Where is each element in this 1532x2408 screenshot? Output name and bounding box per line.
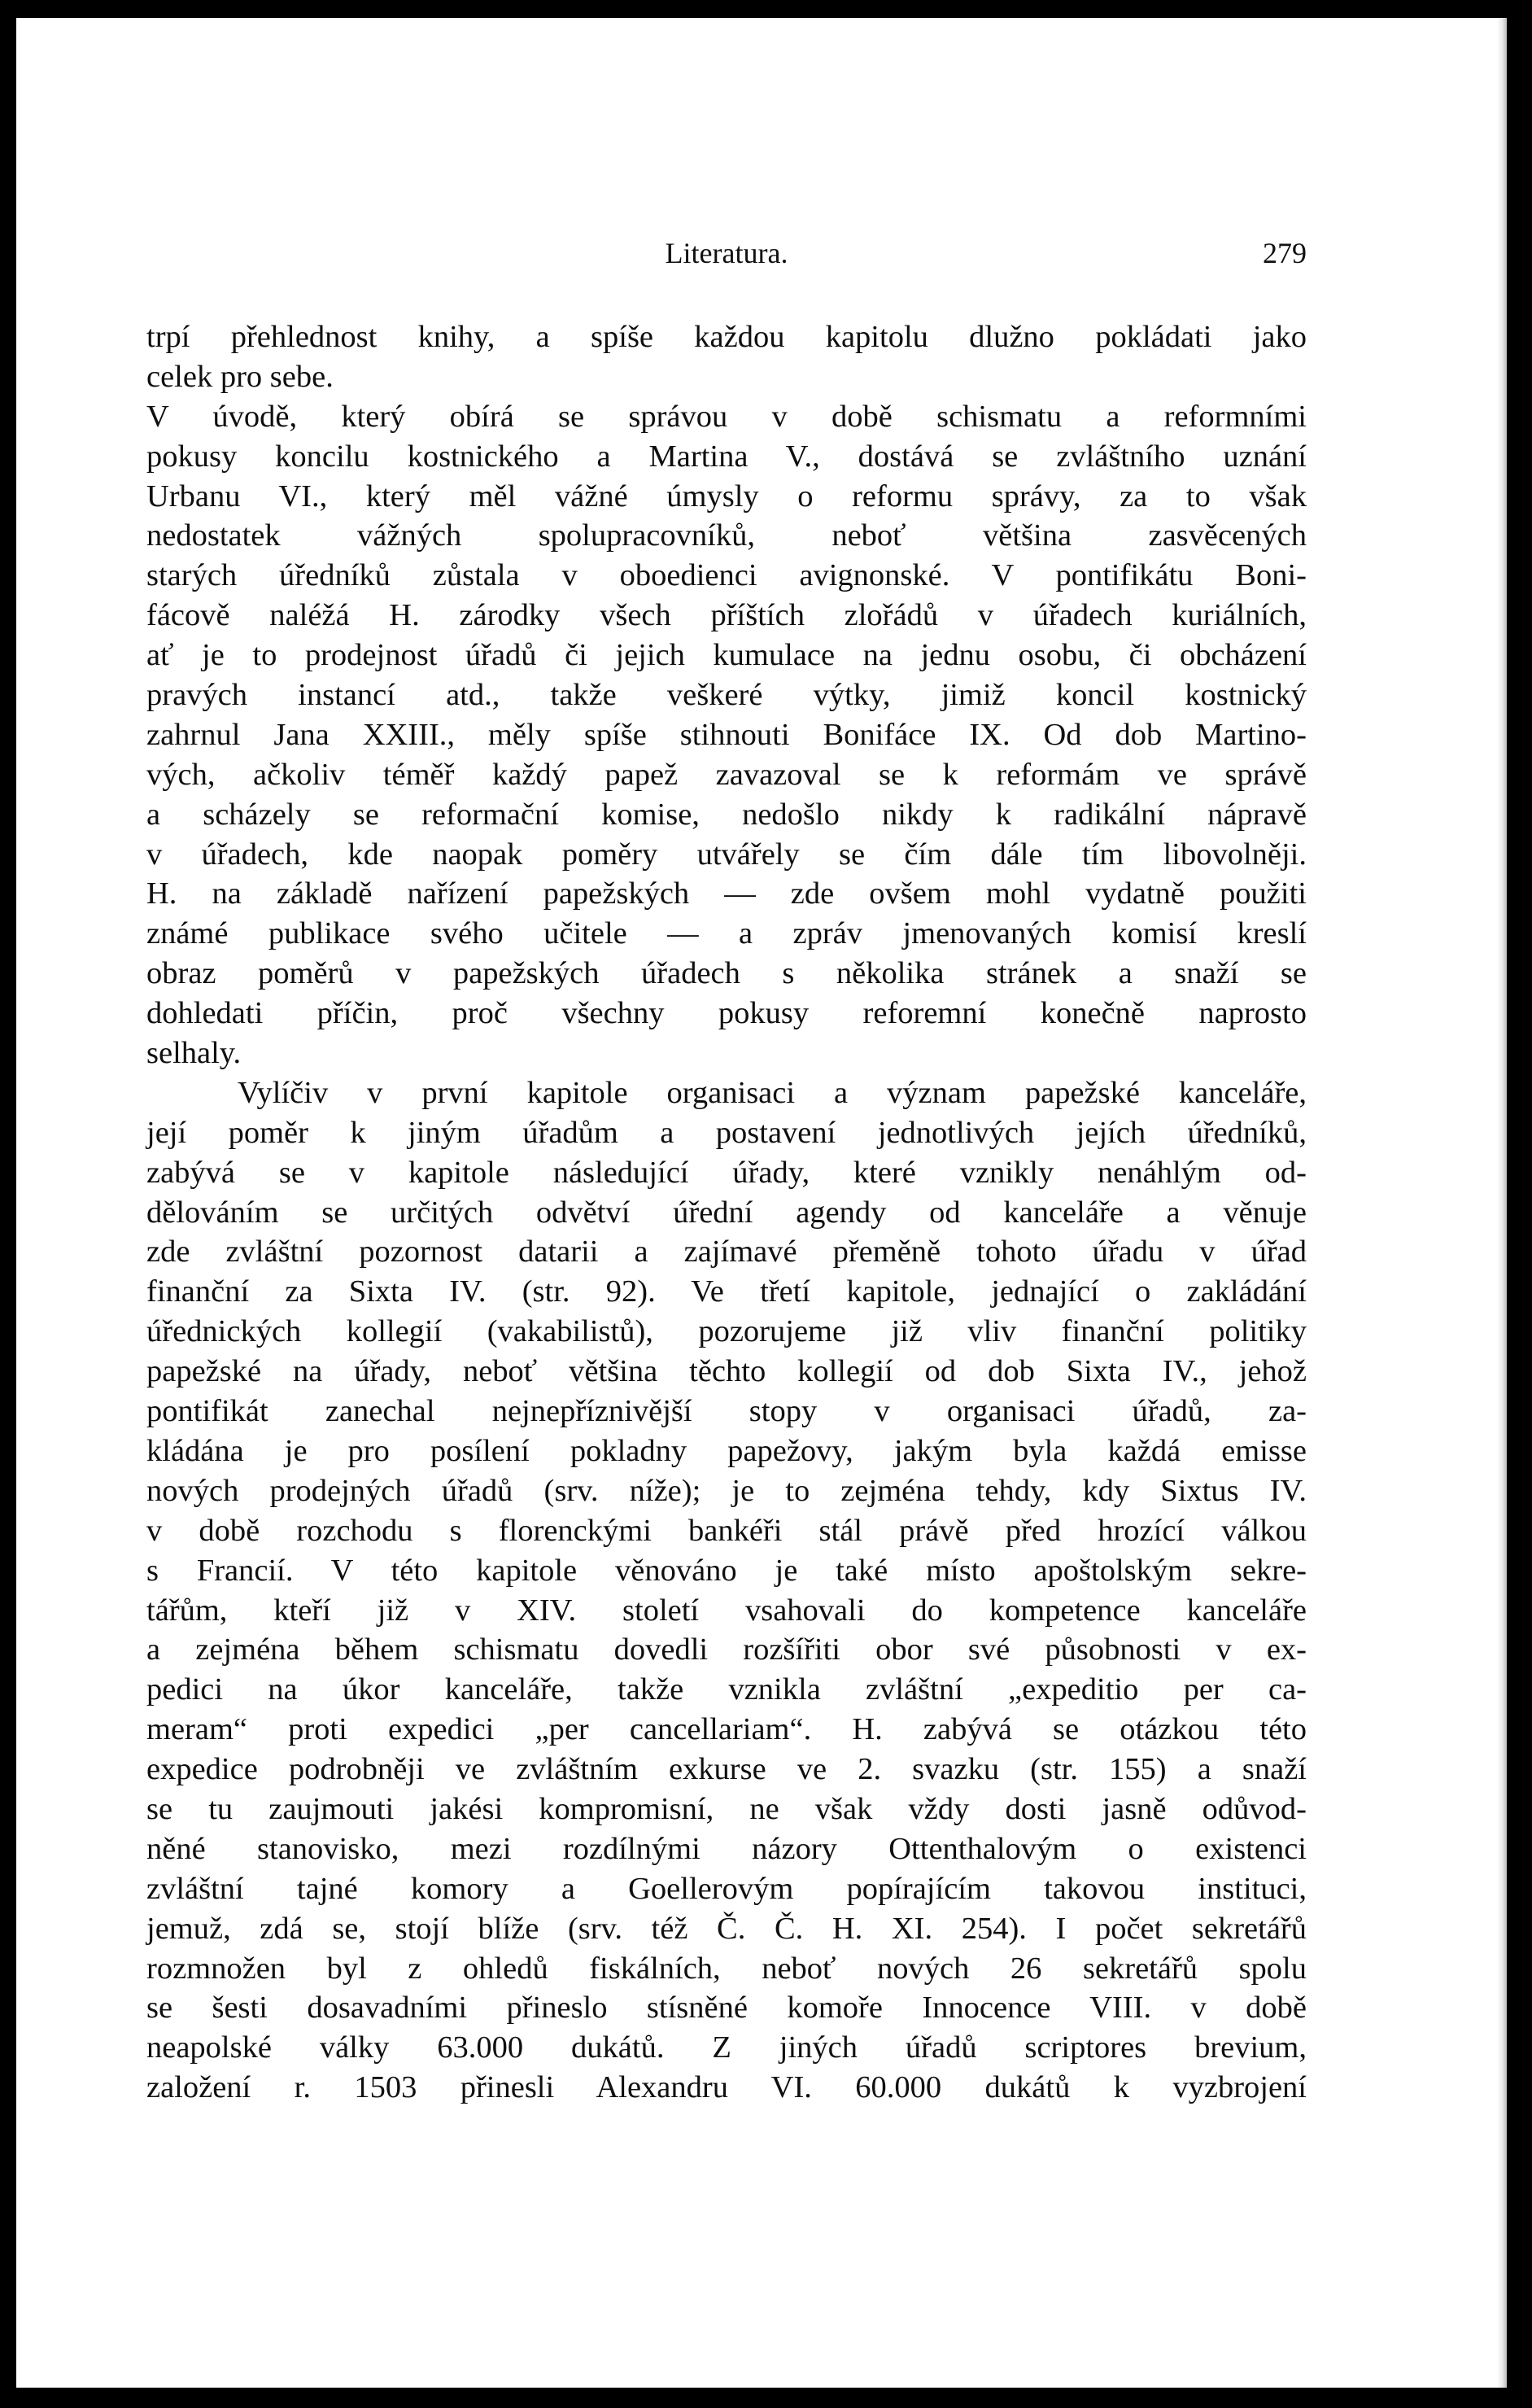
page-edge [1497, 18, 1507, 2388]
text-line: známé publikace svého učitele — a zpráv jmenovaných komisí kreslí [146, 916, 1307, 951]
text-line: založení r. 1503 přinesli Alexandru VI. 60.000 dukátů k vyzbrojení [146, 2070, 1307, 2105]
text-line: papežské na úřady, neboť většina těchto kollegií od dob Sixta IV., jehož [146, 1354, 1307, 1389]
text-line: selhaly. [146, 1036, 242, 1071]
text-line: jemuž, zdá se, stojí blíže (srv. též Č. Č. H. XI. 254). I počet sekretářů [146, 1911, 1307, 1946]
text-line: Vylíčiv v první kapitole organisaci a význam papežské kanceláře, [238, 1075, 1307, 1110]
text-line: vých, ačkoliv téměř každý papež zavazoval se k reformám ve správě [146, 757, 1307, 792]
text-line: pedici na úkor kanceláře, takže vznikla zvláštní „expeditio per ca- [146, 1672, 1307, 1707]
running-title: Literatura. [665, 237, 788, 269]
text-line: fácově naléžá H. zárodky všech příštích zlořádů v úřadech kuriálních, [146, 598, 1307, 633]
text-line: neapolské války 63.000 dukátů. Z jiných úřadů scriptores brevium, [146, 2030, 1307, 2065]
text-line: trpí přehlednost knihy, a spíše každou kapitolu dlužno pokládati jako [146, 320, 1307, 354]
book-page [16, 18, 1507, 2388]
text-line: expedice podrobněji ve zvláštním exkurse ve 2. svazku (str. 155) a snaží [146, 1752, 1307, 1787]
body-text [146, 317, 1307, 2108]
text-line: úřednických kollegií (vakabilistů), pozorujeme již vliv finanční politiky [146, 1314, 1307, 1349]
text-line: H. na základě nařízení papežských — zde ovšem mohl vydatně použiti [146, 876, 1307, 911]
text-line: její poměr k jiným úřadům a postavení jednotlivých jejích úředníků, [146, 1115, 1307, 1150]
text-line: pontifikát zanechal nejnepříznivější stopy v organisaci úřadů, za- [146, 1394, 1307, 1429]
text-line: ať je to prodejnost úřadů či jejich kumulace na jednu osobu, či obcházení [146, 638, 1307, 673]
page-number: 279 [1263, 237, 1307, 269]
text-line: finanční za Sixta IV. (str. 92). Ve třetí kapitole, jednající o zakládání [146, 1274, 1307, 1309]
text-line: a scházely se reformační komise, nedošlo nikdy k radikální nápravě [146, 797, 1307, 832]
text-line: a zejména během schismatu dovedli rozšířiti obor své působnosti v ex- [146, 1632, 1307, 1667]
text-line: s Francií. V této kapitole věnováno je také místo apoštolským sekre- [146, 1553, 1307, 1588]
text-line: starých úředníků zůstala v oboedienci avignonské. V pontifikátu Boni- [146, 558, 1307, 593]
text-line: Urbanu VI., který měl vážné úmysly o reformu správy, za to však [146, 479, 1307, 514]
text-line: v době rozchodu s florenckými bankéři stál právě před hrozící válkou [146, 1513, 1307, 1548]
text-line: zvláštní tajné komory a Goellerovým popírajícím takovou instituci, [146, 1871, 1307, 1906]
text-line: zde zvláštní pozornost datarii a zajímavé přeměně tohoto úřadu v úřad [146, 1235, 1307, 1270]
text-line: pokusy koncilu kostnického a Martina V., dostává se zvláštního uznání [146, 439, 1307, 474]
text-line: v úřadech, kde naopak poměry utvářely se čím dále tím libovolněji. [146, 837, 1307, 872]
text-line: obraz poměrů v papežských úřadech s několika stránek a snaží se [146, 956, 1307, 991]
text-line: zahrnul Jana XXIII., měly spíše stihnouti Bonifáce IX. Od dob Martino- [146, 717, 1307, 752]
text-line: rozmnožen byl z ohledů fiskálních, neboť nových 26 sekretářů spolu [146, 1951, 1307, 1986]
text-line: něné stanovisko, mezi rozdílnými názory Ottenthalovým o existenci [146, 1831, 1307, 1866]
text-line: celek pro sebe. [146, 359, 334, 394]
text-line: dohledati příčin, proč všechny pokusy reforemní konečně naprosto [146, 996, 1307, 1031]
text-line: tářům, kteří již v XIV. století vsahovali do kompetence kanceláře [146, 1593, 1307, 1628]
text-line: pravých instancí atd., takže veškeré výtky, jimiž koncil kostnický [146, 678, 1307, 713]
running-header [146, 236, 1307, 277]
text-line: meram“ proti expedici „per cancellariam“. H. zabývá se otázkou této [146, 1712, 1307, 1747]
text-line: kládána je pro posílení pokladny papežovy, jakým byla každá emisse [146, 1433, 1307, 1468]
text-line: se tu zaujmouti jakési kompromisní, ne však vždy dosti jasně odůvod- [146, 1791, 1307, 1826]
text-line: dělováním se určitých odvětví úřední agendy od kanceláře a věnuje [146, 1195, 1307, 1230]
text-line: nových prodejných úřadů (srv. níže); je to zejména tehdy, kdy Sixtus IV. [146, 1473, 1307, 1508]
text-line: V úvodě, který obírá se správou v době schismatu a reformními [146, 399, 1307, 434]
text-line: nedostatek vážných spolupracovníků, neboť většina zasvěcených [146, 518, 1307, 553]
text-line: se šesti dosavadními přineslo stísněné komoře Innocence VIII. v době [146, 1991, 1307, 2026]
text-line: zabývá se v kapitole následující úřady, které vznikly nenáhlým od- [146, 1155, 1307, 1190]
